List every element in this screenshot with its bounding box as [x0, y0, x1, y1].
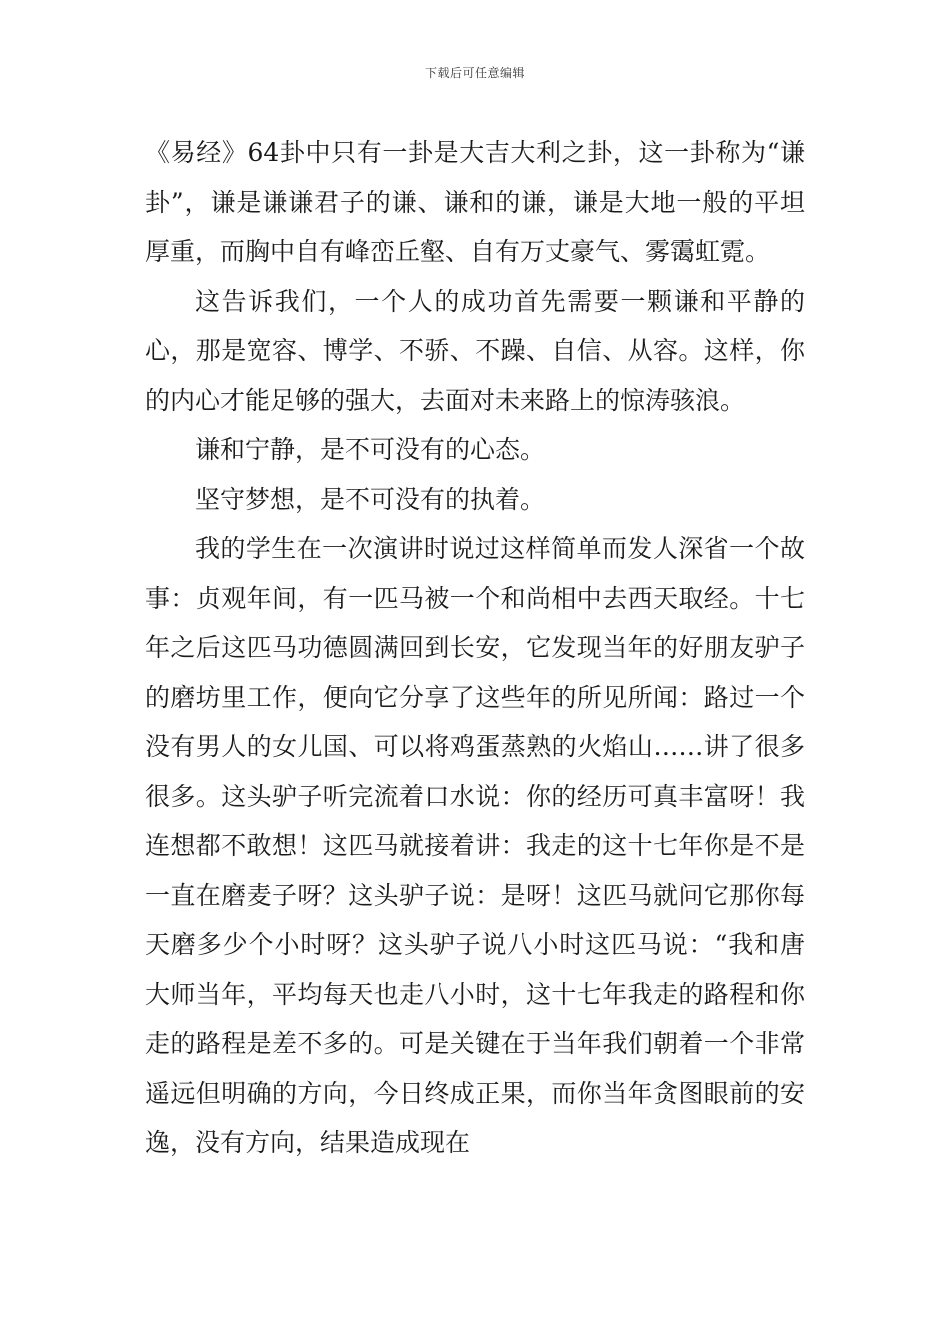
page-header: 下载后可任意编辑: [424, 66, 525, 80]
paragraph-dream-persistence: 坚守梦想，是不可没有的执着。: [195, 484, 546, 514]
paragraph-humility-success: 这告诉我们，一个人的成功首先需要一颗谦和平静的心，那是宽容、博学、不骄、不躁、自信、从容。这样，你的内心才能足够的强大，去面对未来路上的惊涛骇浪。: [145, 286, 805, 415]
paragraph-horse-donkey-story: 我的学生在一次演讲时说过这样简单而发人深省一个故事：贞观年间，有一匹马被一个和尚相中去西天取经。十七年之后这匹马功德圆满回到长安，它发现当年的好朋友驴子的磨坊里工作，便向它分享了这些年的所见所闻：路过一个没有男人的女儿国、可以将鸡蛋蒸熟的火焰山……讲了很多很多。这头驴子听完流着口水说：你的经历可真丰富呀！我连想都不敢想！这匹马就接着讲：我走的这十七年你是不是一直在磨麦子呀？这头驴子说：是呀！这匹马就问它那你每天磨多少个小时呀？这头驴子说八小时这匹马说：“我和唐大师当年，平均每天也走八小时，这十七年我走的路程和你走的路程是差不多的。可是关键在于当年我们朝着一个非常遥远但明确的方向，今日终成正果，而你当年贪图眼前的安逸，没有方向，结果造成现在: [145, 534, 805, 1157]
body-text: [145, 128, 805, 1168]
paragraph-yijing: 《易经》64卦中只有一卦是大吉大利之卦，这一卦称为“谦卦”，谦是谦谦君子的谦、谦和的谦，谦是大地一般的平坦厚重，而胸中自有峰峦丘壑、自有万丈豪气、雾霭虹霓。: [145, 138, 805, 266]
paragraph-humility-mindset: 谦和宁静，是不可没有的心态。: [195, 435, 546, 464]
